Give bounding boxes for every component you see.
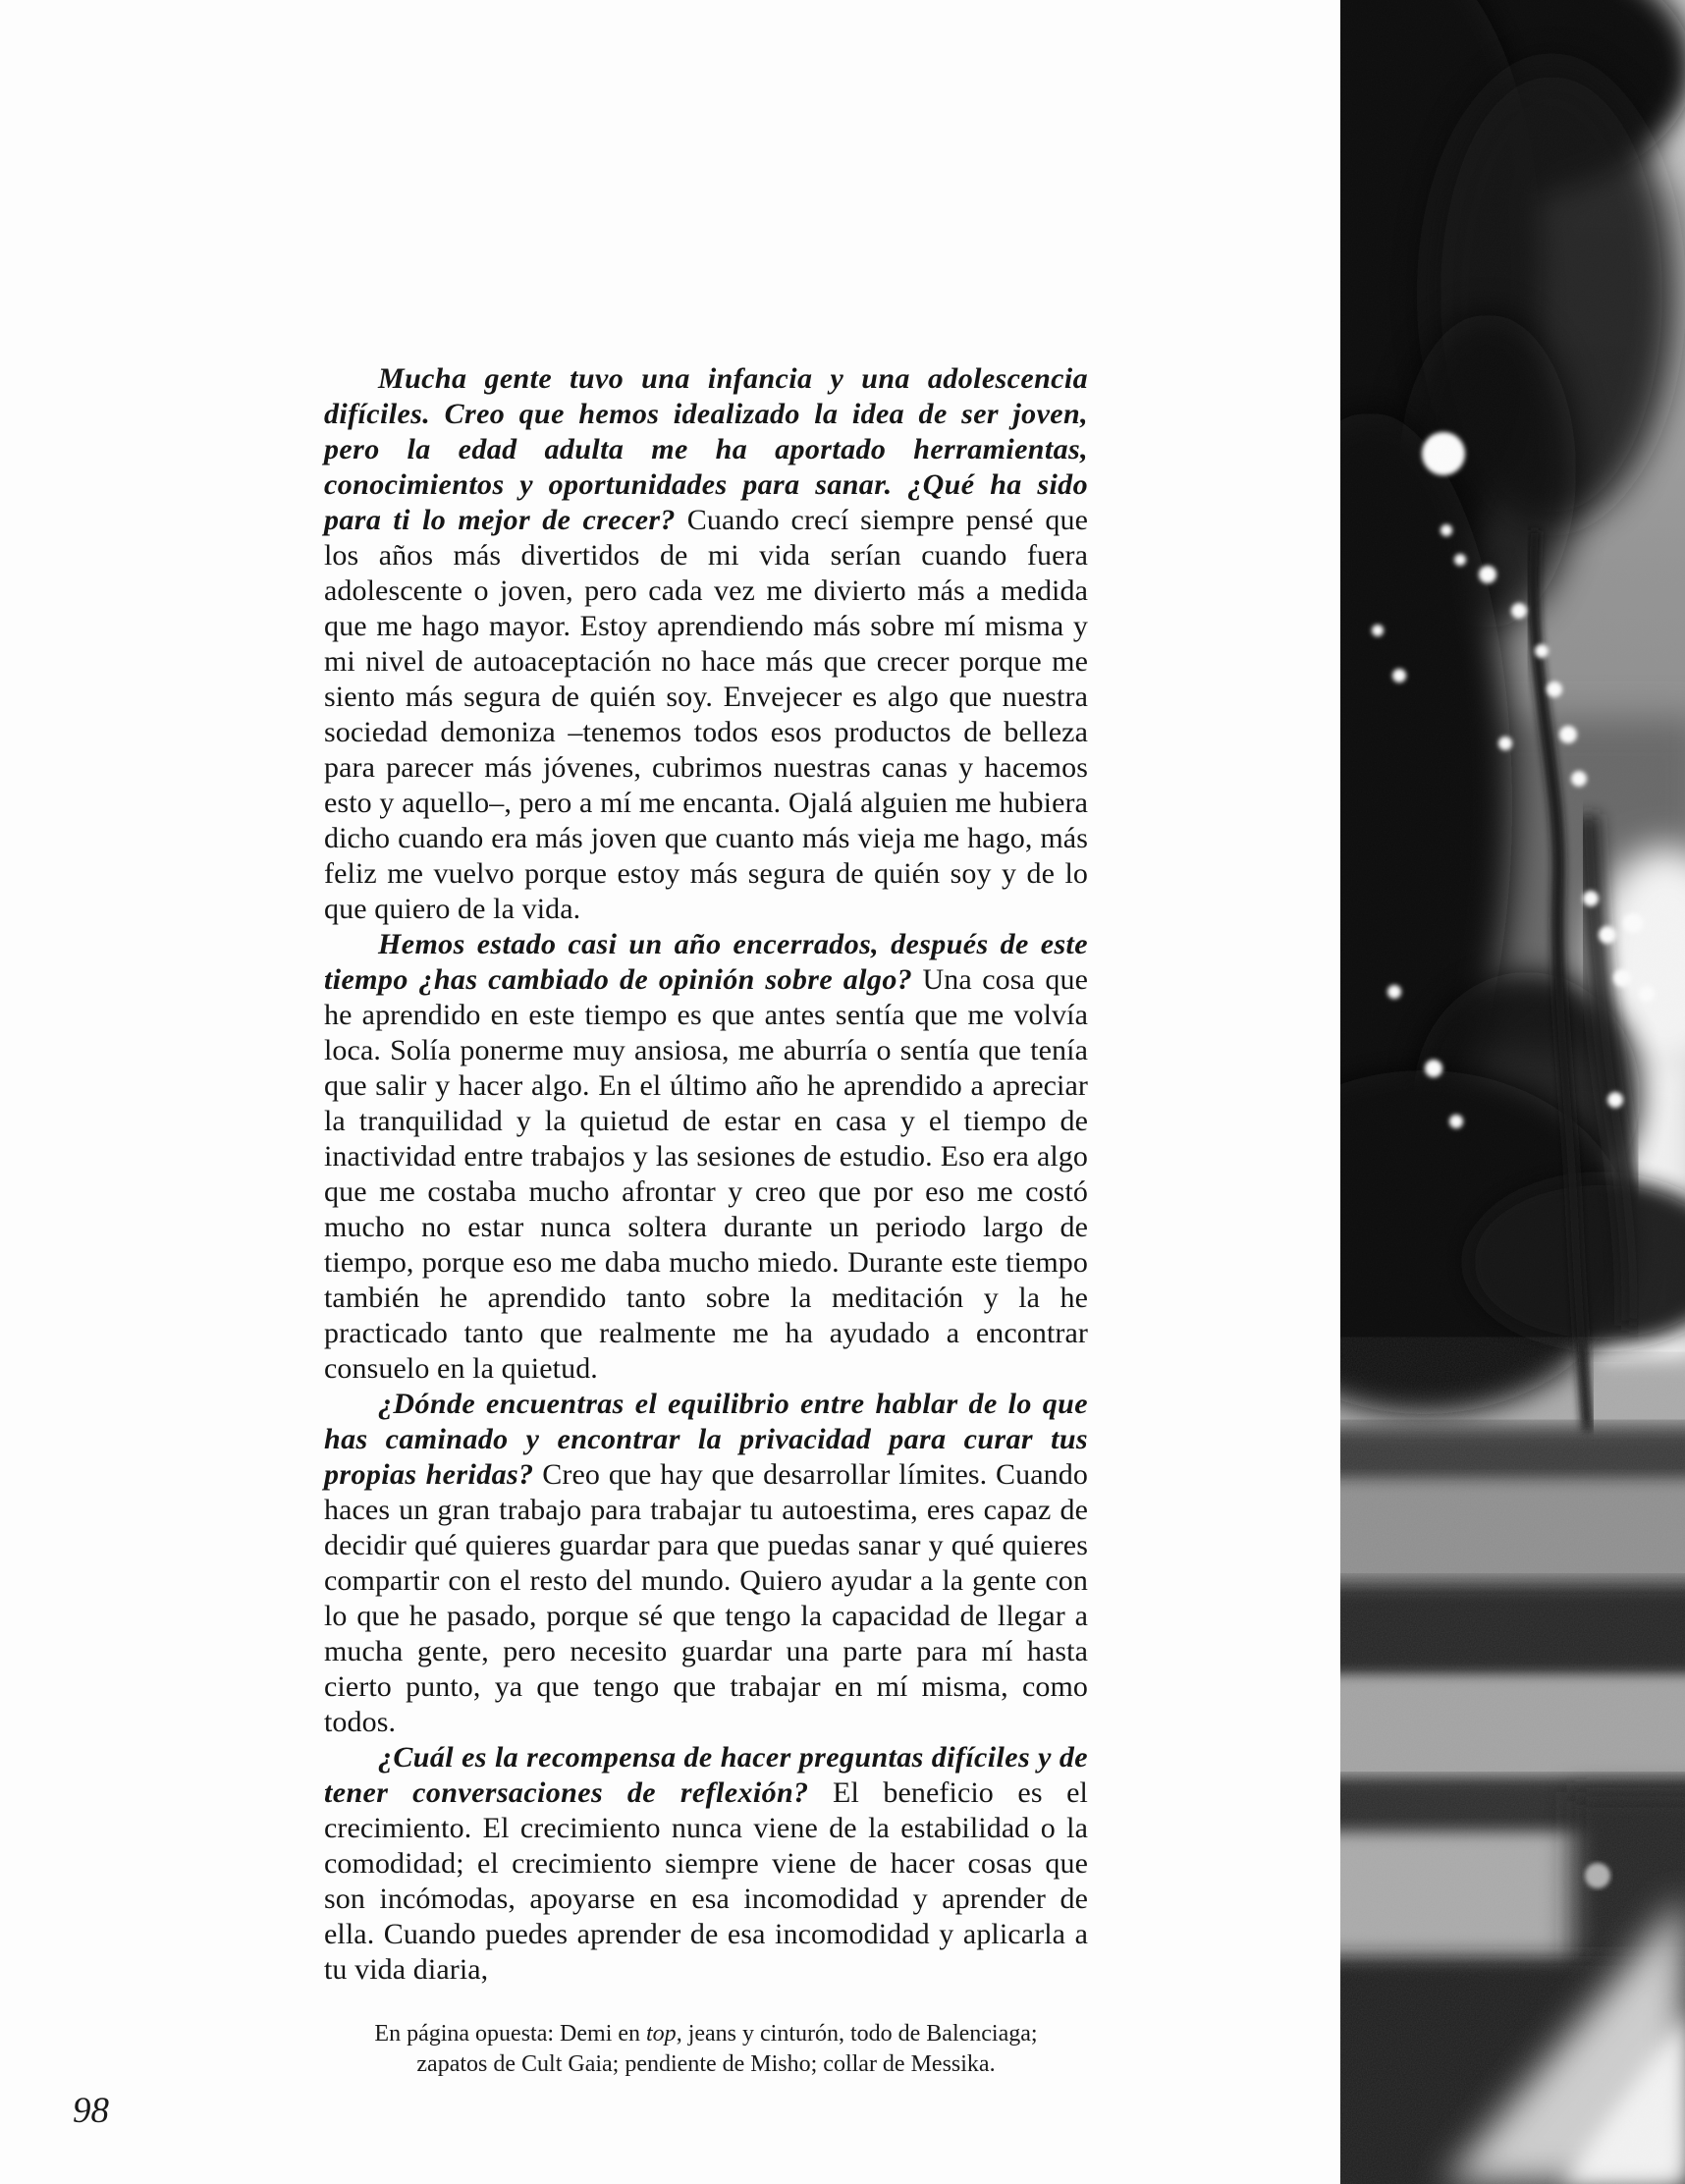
page-number: 98 [73, 2091, 109, 2131]
interview-text-column [324, 361, 1088, 1988]
caption-text-prefix: En página opuesta: Demi en [374, 2021, 647, 2047]
interviewee-answer-1: Cuando crecí siempre pensé que los años más divertidos de mi vida serían cuando fuera adolescente o joven, pero cada vez me divierto más a medida que me hago mayor. Estoy aprendiendo más sobre mí misma y mi nivel de autoaceptación no hace más que crecer porque me siento más segura de quién soy. Envejecer es algo que nuestra sociedad demoniza –tenemos todos esos productos de belleza para parecer más jóvenes, cubrimos nuestras canas y hacemos esto y aquello–, pero a mí me encanta. Ojalá alguien me hubiera dicho cuando era más joven que cuanto más vieja me hago, más feliz me vuelvo porque estoy más segura de quién soy y de lo que quiero de la vida. [324, 504, 1088, 925]
garden-path-photo-art [1340, 0, 1685, 2184]
interviewee-answer-3: Creo que hay que desarrollar límites. Cuando haces un gran trabajo para trabajar tu autoestima, eres capaz de decidir qué quieres guardar para que puedas sanar y qué quieres compartir con el resto del mundo. Quiero ayudar a la gente con lo que he pasado, porque sé que tengo la capacidad de llegar a mucha gente, pero necesito guardar una parte para mí hasta cierto punto, ya que tengo que trabajar en mí misma, como todos. [324, 1458, 1088, 1738]
garden-path-photo [1340, 0, 1685, 2184]
caption-text-suffix: , jeans y cinturón, todo de Balenciaga; [676, 2021, 1038, 2047]
caption-line-2: zapatos de Cult Gaia; pendiente de Misho; collar de Messika. [416, 2051, 996, 2077]
interviewer-question-2: Hemos estado casi un año encerrados, después de este tiempo ¿has cambiado de opinión sobre algo? [324, 928, 1088, 996]
film-grain-overlay [1340, 0, 1685, 2184]
qa-paragraph-2 [324, 927, 1088, 1387]
interviewee-answer-2: Una cosa que he aprendido en este tiempo es que antes sentía que me volvía loca. Solía ponerme muy ansiosa, me aburría o sentía que tenía que salir y hacer algo. En el último año he aprendido a apreciar la tranquilidad y la quietud de estar en casa y el tiempo de inactividad entre trabajos y las sesiones de estudio. Eso era algo que me costaba mucho afrontar y creo que por eso me costó mucho no estar nunca soltera durante un periodo largo de tiempo, porque eso me daba mucho miedo. Durante este tiempo también he aprendido tanto sobre la meditación y la he practicado tanto que realmente me ha ayudado a encontrar consuelo en la quietud. [324, 963, 1088, 1385]
interviewer-question-4: ¿Cuál es la recompensa de hacer preguntas difíciles y de tener conversaciones de reflexión? [324, 1741, 1088, 1809]
qa-paragraph-4 [324, 1740, 1088, 1988]
interviewee-answer-4: El beneficio es el crecimiento. El crecimiento nunca viene de la estabilidad o la comodidad; el crecimiento siempre viene de hacer cosas que son incómodas, apoyarse en esa incomodidad y aprender de ella. Cuando puedes aprender de esa incomodidad y aplicarla a tu vida diaria, [324, 1776, 1088, 1986]
photo-credit-caption [324, 2019, 1088, 2080]
interviewer-question-3: ¿Dónde encuentras el equilibrio entre hablar de lo que has caminado y encontrar la privacidad para curar tus propias heridas? [324, 1388, 1088, 1491]
caption-line-1 [324, 2019, 1088, 2049]
qa-paragraph-3 [324, 1387, 1088, 1740]
caption-italic-garment: top [646, 2021, 677, 2047]
qa-paragraph-1 [324, 361, 1088, 927]
interviewer-question-1: Mucha gente tuvo una infancia y una adolescencia difíciles. Creo que hemos idealizado la idea de ser joven, pero la edad adulta me ha aportado herramientas, conocimientos y oportunidades para sanar. ¿Qué ha sido para ti lo mejor de crecer? [324, 362, 1088, 536]
